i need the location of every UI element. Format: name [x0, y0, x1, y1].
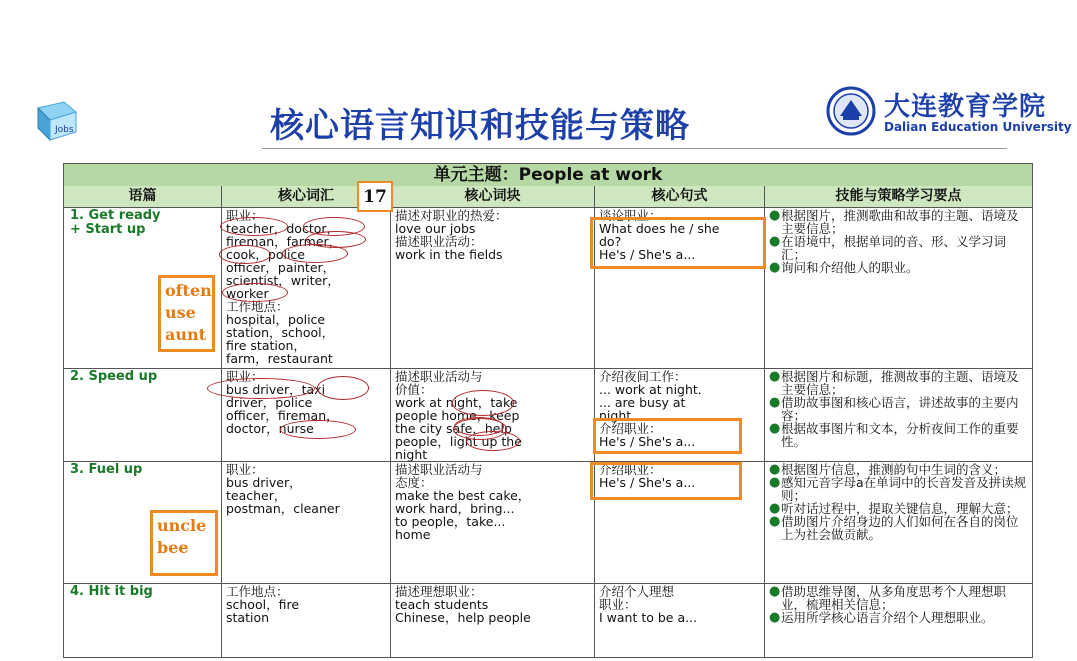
circle-worker: [222, 283, 288, 302]
skill-bullet: [769, 235, 1028, 261]
header-skills: 技能与策略学习要点: [835, 188, 962, 204]
chunks-cell-hit-it-big: [391, 583, 595, 657]
chunks-line: people，light up the: [395, 434, 522, 449]
bullet-dot-icon: ●: [769, 584, 781, 599]
bullet-dot-icon: ●: [769, 208, 781, 223]
jobs-icon-label: Jobs: [55, 125, 74, 135]
patterns-line: ... are busy at: [599, 395, 686, 410]
chunks-line: 态度：: [395, 475, 433, 490]
vocab-line: bus driver，taxi: [226, 382, 326, 397]
bullet-dot-icon: ●: [769, 475, 781, 490]
circle-bus-driver: [207, 378, 315, 399]
circle-nurse: [280, 420, 356, 439]
skill-text: 根据图片信息，推测韵句中生词的含义；: [781, 462, 1007, 477]
section-name: 1. Get ready + Start up: [70, 208, 161, 237]
patterns-line: I want to be a...: [599, 610, 698, 625]
title-divider: [262, 148, 1007, 149]
patterns-line: ... work at night.: [599, 382, 702, 397]
skill-bullet: [769, 611, 1028, 624]
chunks-line: home: [395, 527, 431, 542]
chunks-line: work at night，take: [395, 395, 518, 410]
logo-english-name: Dalian Education University: [884, 120, 1072, 134]
vocab-line: 职业：: [226, 208, 264, 223]
header-core-vocab: 核心词汇: [222, 186, 391, 207]
annotation-note-often-use-aunt: often use aunt: [158, 275, 215, 352]
circle-light: [466, 431, 520, 451]
patterns-line: What does he / she: [599, 221, 720, 236]
skill-bullet: [769, 585, 1028, 611]
header-discourse: 语篇: [64, 186, 222, 207]
skill-text: 根据故事图片和文本，分析夜间工作的重要性。: [781, 421, 1019, 449]
chunks-line: to people，take...: [395, 514, 506, 529]
circle-cook: [219, 245, 271, 264]
vocab-line: officer，painter，: [226, 260, 336, 275]
annotation-note-uncle-bee: uncle bee: [150, 510, 218, 576]
chunks-cell-fuel-up: [391, 461, 595, 583]
unit-table: [63, 163, 1033, 658]
bullet-dot-icon: ●: [769, 501, 781, 516]
bullet-dot-icon: ●: [769, 260, 781, 275]
skill-text: 根据图片，推测歌曲和故事的主题、语境及主要信息；: [781, 208, 1019, 236]
patterns-line: 介绍个人理想: [599, 584, 675, 599]
table-row-speed-up: [64, 368, 1032, 462]
vocab-line: school，fire: [226, 597, 300, 612]
vocab-line: doctor，nurse: [226, 421, 314, 436]
patterns-line: He's / She's a...: [599, 247, 696, 262]
skill-bullet: [769, 396, 1028, 422]
section-cell-speed-up: [64, 368, 222, 461]
vocab-line: worker: [226, 286, 269, 301]
skills-cell-hit-it-big: [765, 583, 1032, 657]
skill-text: 借助图片介绍身边的人们如何在各自的岗位上为社会做贡献。: [781, 514, 1019, 542]
chunks-line: 描述对职业的热爱：: [395, 208, 508, 223]
chunks-cell-get-ready: [391, 207, 595, 368]
skill-bullet: [769, 422, 1028, 448]
circle-teacher: [220, 217, 288, 236]
patterns-line: do?: [599, 234, 622, 249]
chunks-line: 描述理想职业：: [395, 584, 483, 599]
circle-night: [452, 390, 514, 416]
chunks-line: the city safe，help: [395, 421, 512, 436]
vocab-line: teacher，: [226, 488, 287, 503]
chunks-line: Chinese，help people: [395, 610, 531, 625]
header-core-chunks: 核心词块: [391, 186, 595, 207]
section-name: 4. Hit it big: [70, 584, 153, 599]
chunks-line: night: [395, 447, 428, 461]
vocab-line: 职业：: [226, 462, 264, 477]
section-name: 3. Fuel up: [70, 462, 143, 477]
vocab-line: scientist，writer，: [226, 273, 340, 288]
vocab-line: station: [226, 610, 270, 625]
patterns-line: 介绍夜间工作：: [599, 369, 687, 384]
unit-theme-bar: 单元主题：People at work: [64, 164, 1032, 187]
vocab-line: driver，police: [226, 395, 313, 410]
patterns-line: 介绍职业：: [599, 421, 662, 436]
skill-text: 听对话过程中，提取关键信息，理解大意；: [781, 501, 1019, 516]
patterns-line: He's / She's a...: [599, 475, 696, 490]
bullet-dot-icon: ●: [769, 369, 781, 384]
chunks-line: work in the fields: [395, 247, 503, 262]
skill-bullet: [769, 261, 1028, 274]
page-number-box: 17: [357, 181, 393, 212]
bullet-dot-icon: ●: [769, 462, 781, 477]
vocab-cell-fuel-up: [222, 461, 391, 583]
highlight-box-pattern-2: [593, 418, 742, 454]
vocab-line: officer，fireman，: [226, 408, 339, 423]
skill-bullet: [769, 515, 1028, 541]
vocab-line: postman，cleaner: [226, 501, 340, 516]
vocab-line: 工作地点：: [226, 584, 289, 599]
chunks-line: teach students: [395, 597, 489, 612]
vocab-cell-hit-it-big: [222, 583, 391, 657]
bullet-dot-icon: ●: [769, 514, 781, 529]
skill-text: 根据图片和标题，推测故事的主题、语境及主要信息；: [781, 369, 1019, 397]
university-logo: [826, 86, 1072, 138]
skill-text: 借助故事图和核心语言，讲述故事的主要内容；: [781, 395, 1019, 423]
circle-police: [282, 244, 348, 263]
bullet-dot-icon: ●: [769, 421, 781, 436]
table-row-hit-it-big: [64, 583, 1032, 657]
circle-taxi: [317, 376, 369, 400]
chunks-line: love our jobs: [395, 221, 476, 236]
skill-bullet: [769, 209, 1028, 235]
patterns-line: He's / She's a...: [599, 434, 696, 449]
bullet-dot-icon: ●: [769, 610, 781, 625]
vocab-line: farm，restaurant: [226, 351, 333, 366]
patterns-line: 介绍职业：: [599, 462, 662, 477]
vocab-line: 工作地点：: [226, 299, 289, 314]
highlight-box-pattern-3: [590, 462, 742, 500]
patterns-line: 谈论职业：: [599, 208, 662, 223]
vocab-line: cook，police: [226, 247, 305, 262]
skills-cell-speed-up: [765, 368, 1032, 461]
chunks-line: work hard，bring...: [395, 501, 515, 516]
chunks-line: people home，keep: [395, 408, 520, 423]
page-title: 核心语言知识和技能与策略: [270, 106, 690, 146]
bullet-dot-icon: ●: [769, 395, 781, 410]
skill-bullet: [769, 476, 1028, 502]
vocab-line: station，school，: [226, 325, 335, 340]
section-cell-hit-it-big: [64, 583, 222, 657]
skill-bullet: [769, 370, 1028, 396]
patterns-line: 职业：: [599, 597, 637, 612]
bullet-dot-icon: ●: [769, 234, 781, 249]
logo-chinese-name: 大连教育学院: [884, 92, 1047, 122]
skill-text: 运用所学核心语言介绍个人理想职业。: [781, 610, 994, 625]
patterns-cell-hit-it-big: [595, 583, 765, 657]
skills-cell-fuel-up: [765, 461, 1032, 583]
chunks-line: 描述职业活动与: [395, 369, 483, 384]
vocab-line: bus driver，: [226, 475, 302, 490]
chunks-line: 描述职业活动：: [395, 234, 483, 249]
university-emblem-icon: [826, 86, 876, 136]
chunks-line: make the best cake，: [395, 488, 531, 503]
table-header-row: [64, 186, 1032, 208]
skills-cell-get-ready: [765, 207, 1032, 368]
chunks-line: 描述职业活动与: [395, 462, 483, 477]
section-name: 2. Speed up: [70, 369, 158, 384]
skill-text: 借助思维导图，从多角度思考个人理想职业，梳理相关信息；: [781, 584, 1007, 612]
skill-text: 询问和介绍他人的职业。: [781, 260, 919, 275]
highlight-box-pattern-1: [590, 217, 766, 269]
patterns-line: night.: [599, 408, 636, 423]
header-core-patterns: 核心句式: [595, 186, 765, 207]
vocab-line: hospital，police: [226, 312, 326, 327]
skill-text: 在语境中，根据单词的音、形、义学习词汇；: [781, 234, 1007, 262]
chunks-line: 价值：: [395, 382, 433, 397]
vocab-line: teacher，doctor，: [226, 221, 340, 236]
vocab-line: fireman，farmer，: [226, 234, 342, 249]
vocab-line: 职业：: [226, 369, 264, 384]
vocab-line: fire station，: [226, 338, 306, 353]
skill-text: 感知元音字母a在单词中的长音发音及拼读规则；: [781, 475, 1027, 503]
